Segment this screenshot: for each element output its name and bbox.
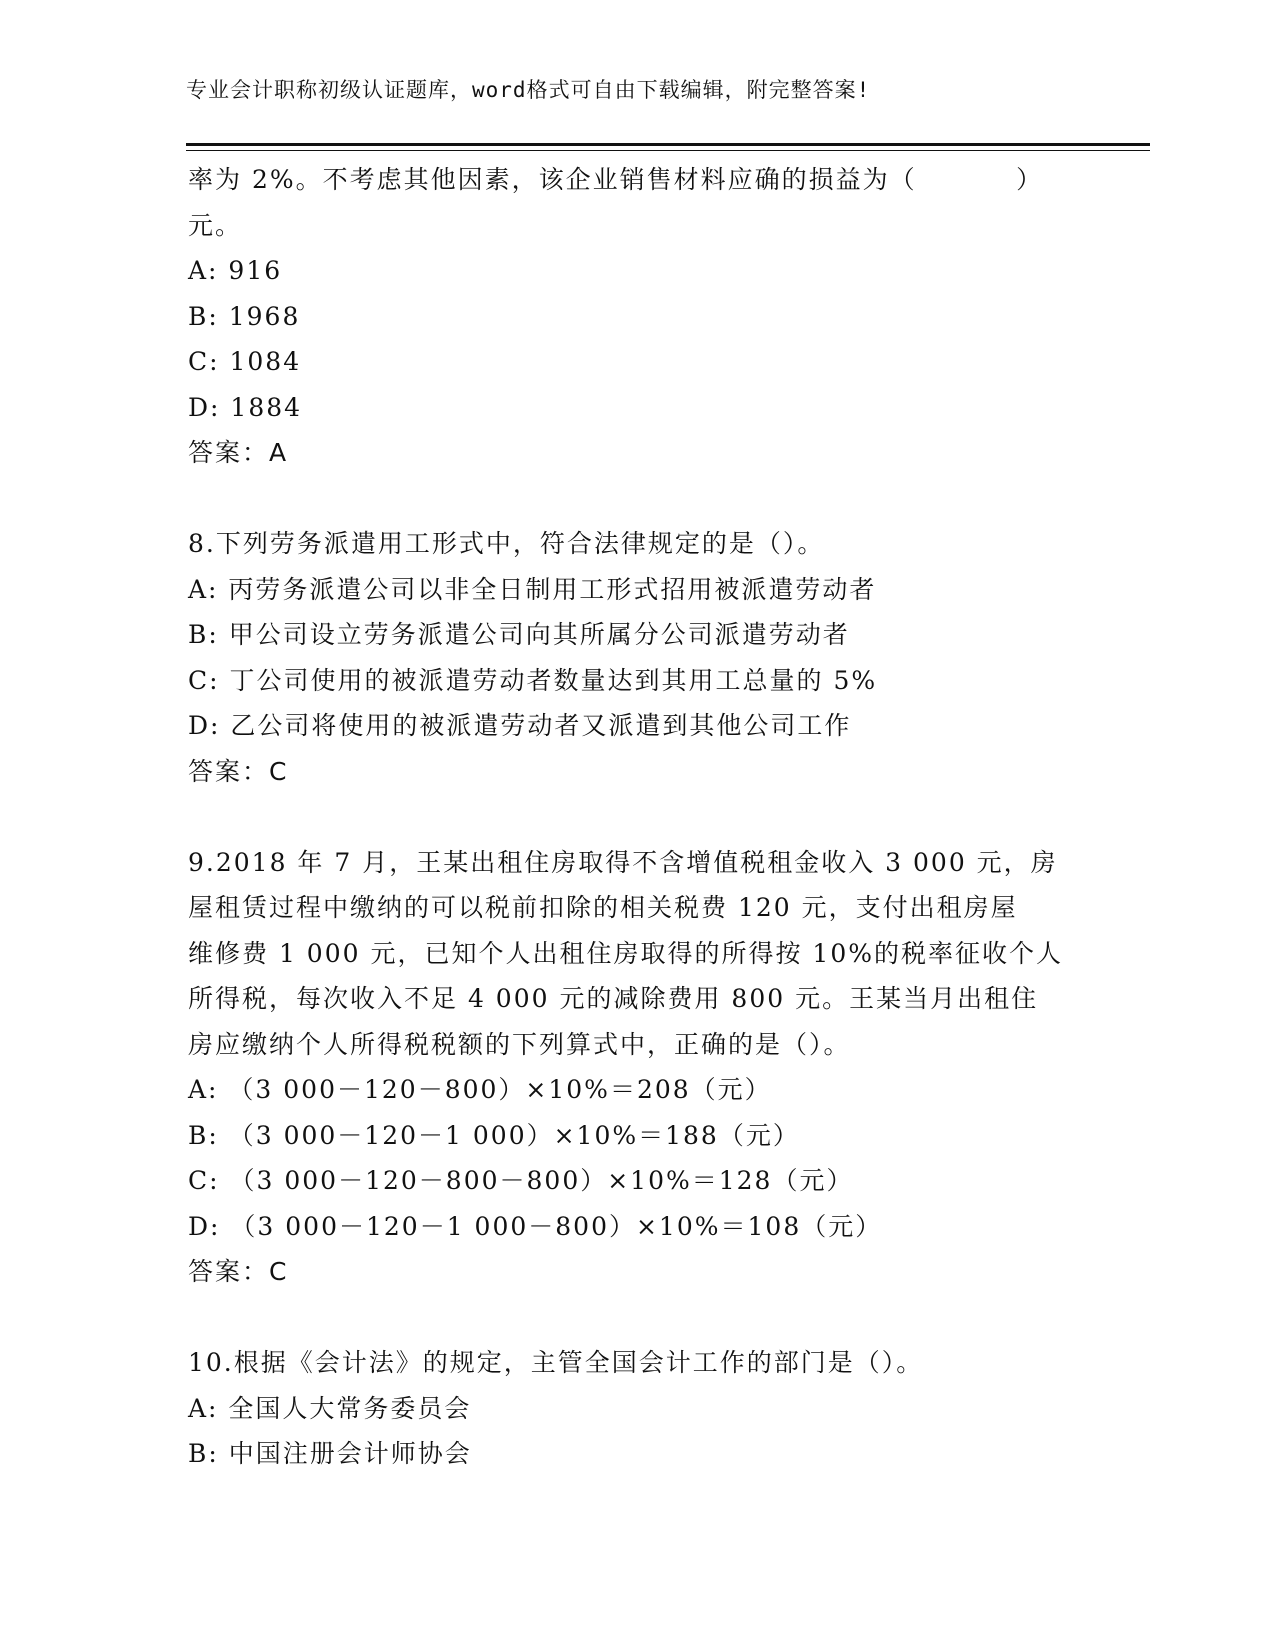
q10-option-a: A: 全国人大常务委员会 xyxy=(188,1393,472,1423)
header-rule-thick xyxy=(186,143,1150,146)
q9-option-c: C: （3 000－120－800－800）×10%＝128（元） xyxy=(188,1166,854,1195)
q9-stem-line-1: 9.2018 年 7 月，王某出租住房取得不含增值税租金收入 3 000 元，房 xyxy=(188,847,1058,877)
q8-option-d: D: 乙公司将使用的被派遣劳动者又派遣到其他公司工作 xyxy=(188,711,852,740)
q8-answer: 答案：C xyxy=(188,756,289,786)
q8-option-c: C: 丁公司使用的被派遣劳动者数量达到其用工总量的 5% xyxy=(188,665,878,695)
q10-stem: 10.根据《会计法》的规定，主管全国会计工作的部门是（）。 xyxy=(188,1348,924,1377)
q8-option-a: A: 丙劳务派遣公司以非全日制用工形式招用被派遣劳动者 xyxy=(188,574,877,604)
q9-stem-line-2: 屋租赁过程中缴纳的可以税前扣除的相关税费 120 元，支付出租房屋 xyxy=(188,893,1018,922)
q9-stem-line-5: 房应缴纳个人所得税税额的下列算式中，正确的是（）。 xyxy=(188,1029,851,1059)
q8-stem: 8.下列劳务派遣用工形式中，符合法律规定的是（）。 xyxy=(188,529,825,558)
q7-option-b: B: 1968 xyxy=(188,301,301,331)
q9-option-a: A: （3 000－120－800）×10%＝208（元） xyxy=(188,1075,772,1104)
q7-option-c: C: 1084 xyxy=(188,347,302,376)
q7-option-a: A: 916 xyxy=(188,256,283,285)
q9-stem-line-4: 所得税，每次收入不足 4 000 元的减除费用 800 元。王某当月出租住 xyxy=(188,984,1039,1013)
page-header: 专业会计职称初级认证题库，word格式可自由下载编辑，附完整答案! xyxy=(186,78,871,102)
q8-option-b: B: 甲公司设立劳务派遣公司向其所属分公司派遣劳动者 xyxy=(188,620,850,649)
q9-stem-line-3: 维修费 1 000 元，已知个人出租住房取得的所得按 10%的税率征收个人 xyxy=(188,938,1063,968)
q7-stem-line-2: 元。 xyxy=(188,210,243,240)
q10-option-b: B: 中国注册会计师协会 xyxy=(188,1439,472,1468)
q9-option-b: B: （3 000－120－1 000）×10%＝188（元） xyxy=(188,1120,800,1150)
spacer xyxy=(188,1295,1088,1341)
q7-answer: 答案：A xyxy=(188,438,289,467)
q9-option-d: D: （3 000－120－1 000－800）×10%＝108（元） xyxy=(188,1211,883,1241)
spacer xyxy=(188,794,1088,840)
q7-option-d: D: 1884 xyxy=(188,392,303,422)
spacer xyxy=(188,476,1088,522)
q7-stem-line-1: 率为 2%。不考虑其他因素，该企业销售材料应确的损益为（ ） xyxy=(188,165,1044,194)
question-content xyxy=(188,157,1088,1477)
q9-answer: 答案：C xyxy=(188,1257,289,1286)
header-rule-thin xyxy=(186,150,1150,151)
